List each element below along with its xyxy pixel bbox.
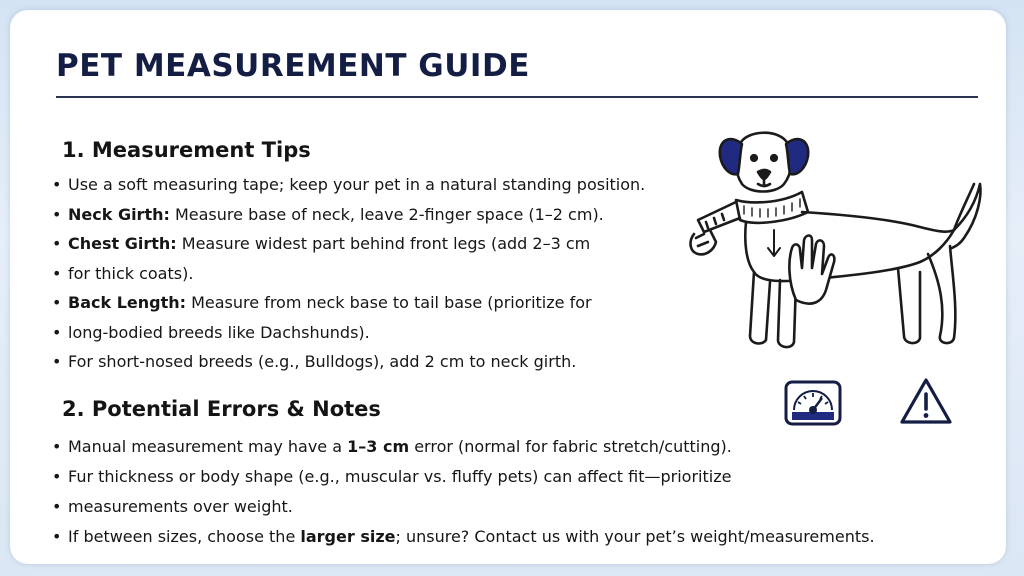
title-divider — [56, 96, 978, 98]
note-item-fur-thickness: • Fur thickness or body shape (e.g., muscular vs. fluffy pets) can affect fit—prioritize — [50, 462, 875, 492]
errors-notes-heading: 2. Potential Errors & Notes — [62, 397, 381, 421]
tip-item-neck-girth: • Neck Girth: Measure base of neck, leave 2-finger space (1–2 cm). — [50, 200, 645, 230]
dog-measuring-illustration — [684, 122, 994, 372]
tip-item-1: • Use a soft measuring tape; keep your pet in a natural standing position. — [50, 170, 645, 200]
warning-icon — [899, 376, 953, 426]
note-item-fur-thickness-cont: • measurements over weight. — [50, 492, 875, 522]
measurement-tips-list — [50, 170, 645, 377]
scale-gauge-icon — [784, 380, 842, 426]
errors-notes-list — [50, 432, 875, 552]
guide-card — [10, 10, 1006, 564]
note-item-manual-error: • Manual measurement may have a 1–3 cm error (normal for fabric stretch/cutting). — [50, 432, 875, 462]
tip-item-chest-girth-cont: • for thick coats). — [50, 259, 645, 289]
note-item-between-sizes: • If between sizes, choose the larger size; unsure? Contact us with your pet’s weight/measurements. — [50, 522, 875, 552]
measurement-tips-heading: 1. Measurement Tips — [62, 138, 311, 162]
tip-item-back-length: • Back Length: Measure from neck base to tail base (prioritize for — [50, 288, 645, 318]
tip-item-chest-girth: • Chest Girth: Measure widest part behind front legs (add 2–3 cm — [50, 229, 645, 259]
tip-item-back-length-cont: • long-bodied breeds like Dachshunds). — [50, 318, 645, 348]
tip-item-short-nosed: • For short-nosed breeds (e.g., Bulldogs), add 2 cm to neck girth. — [50, 347, 645, 377]
page-title: PET MEASUREMENT GUIDE — [56, 48, 530, 84]
